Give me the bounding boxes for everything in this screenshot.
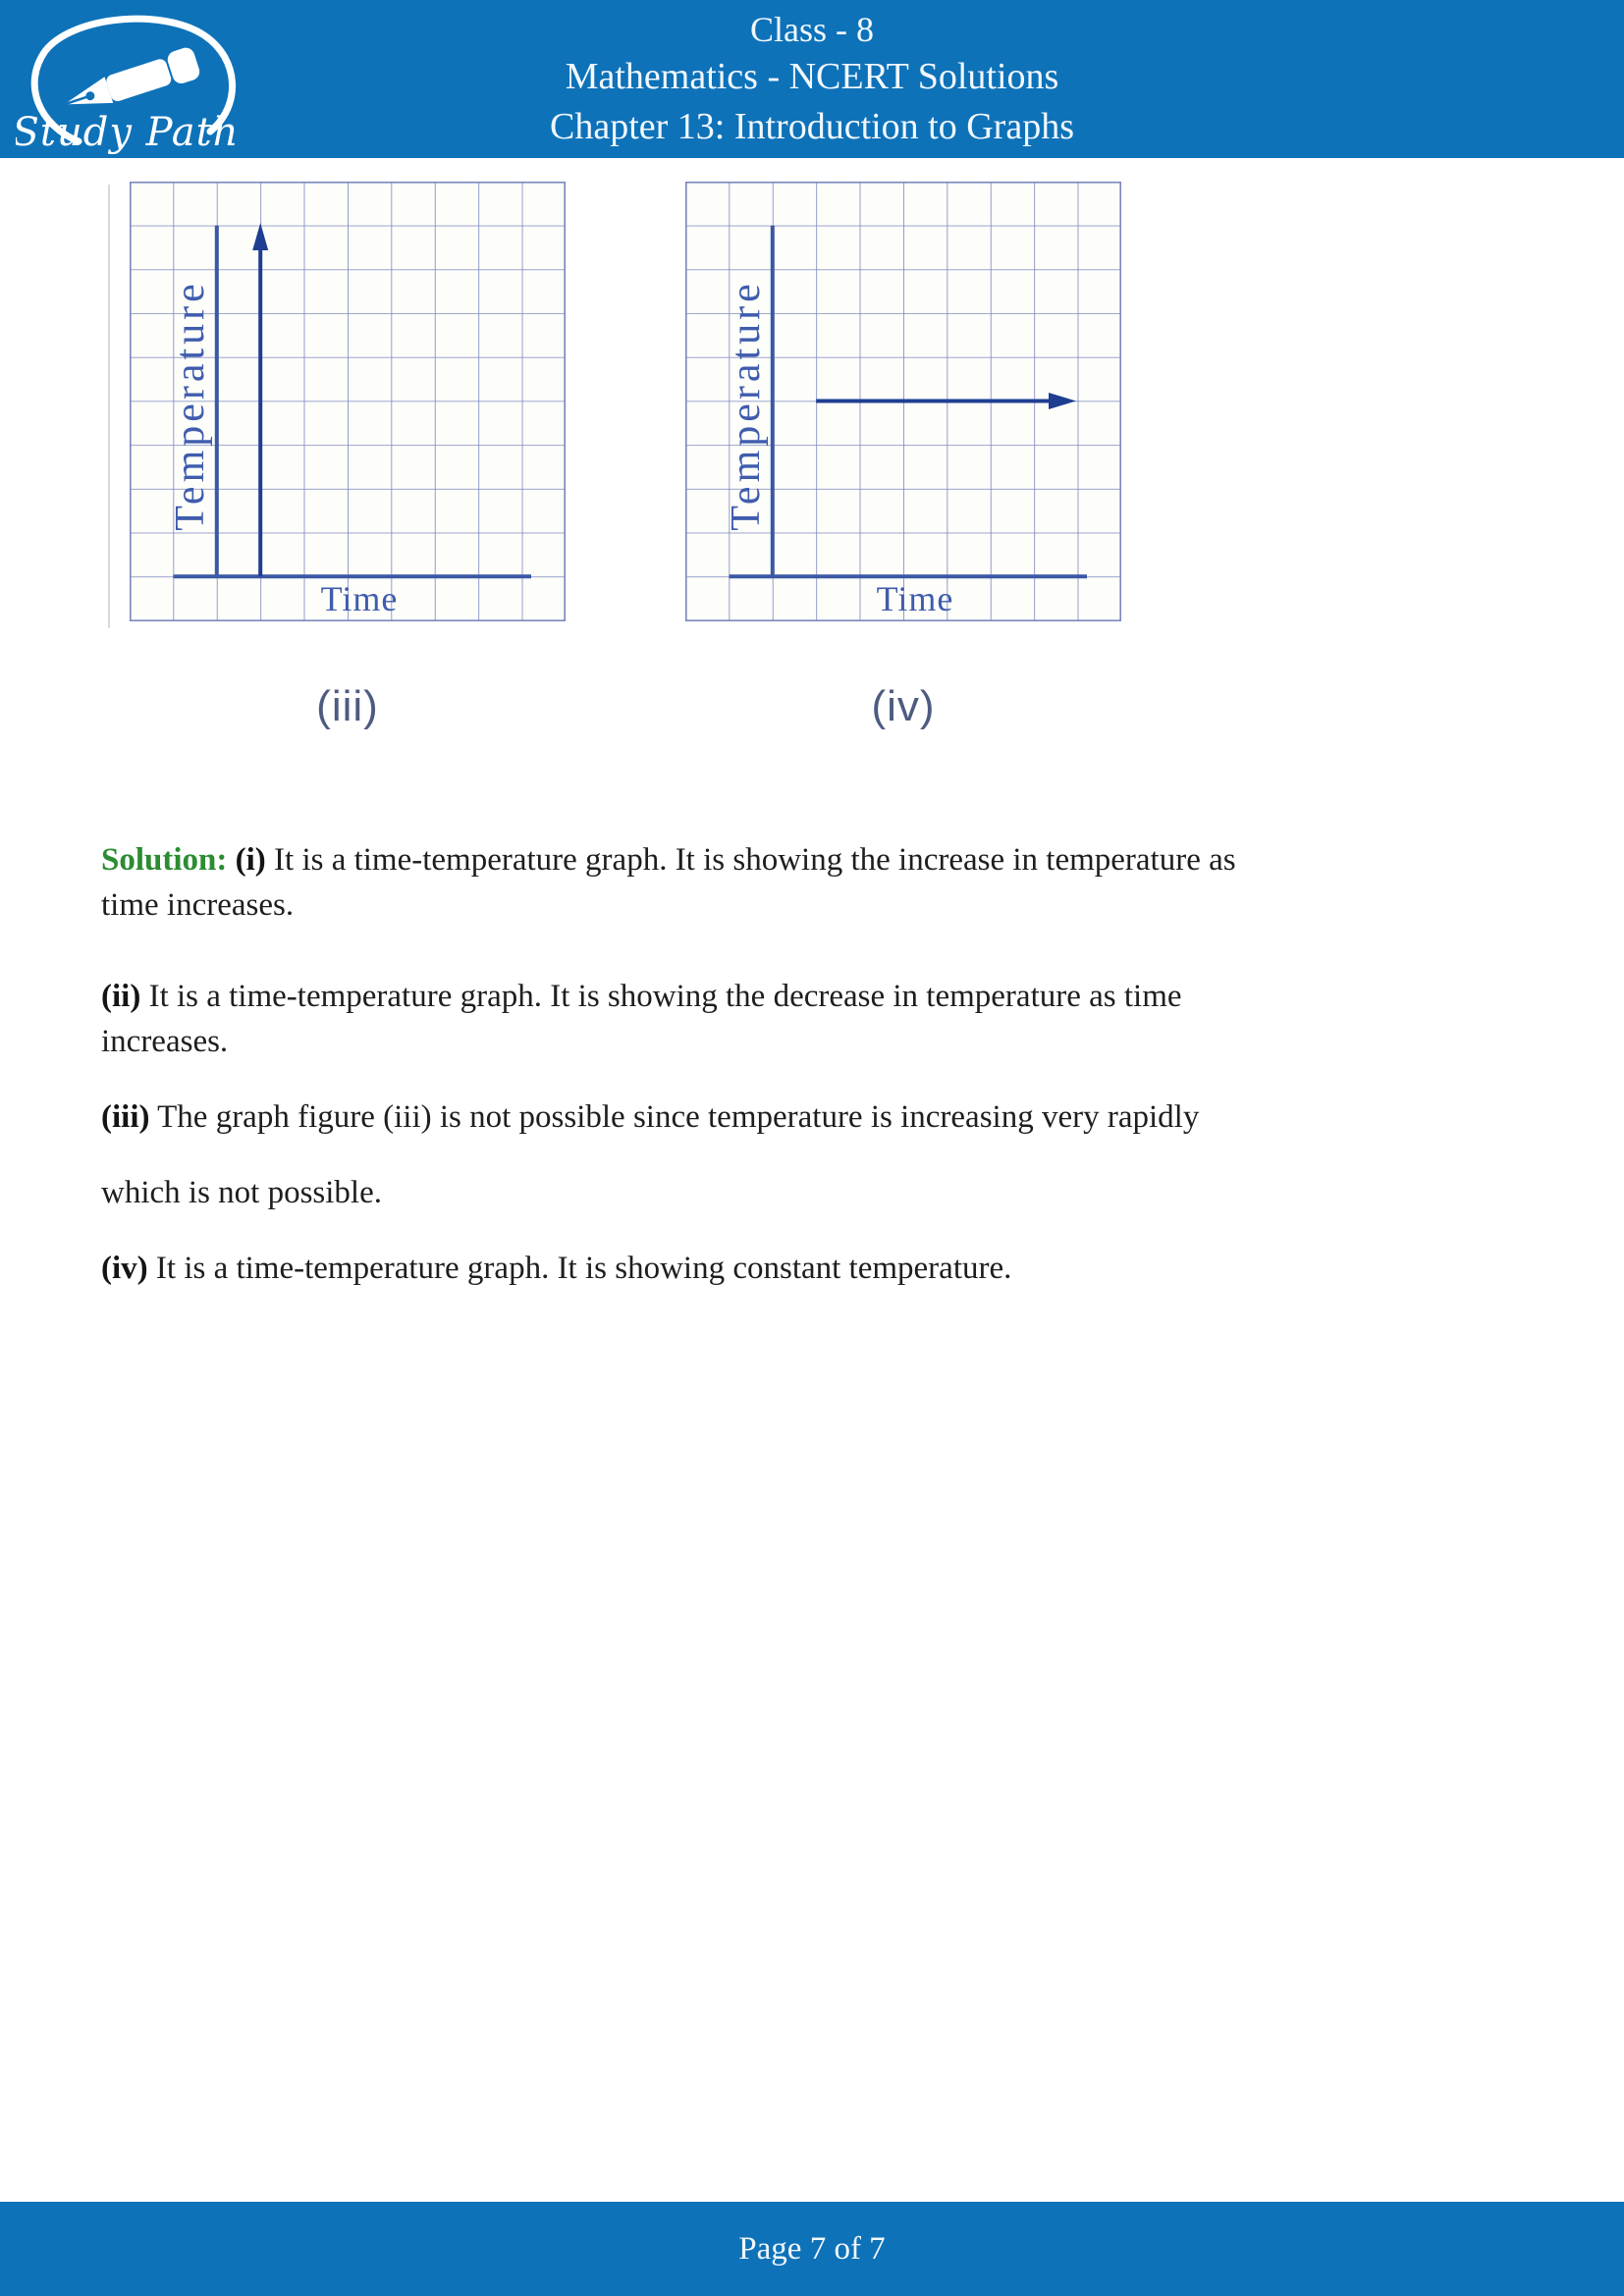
header-class-line: Class - 8 bbox=[750, 10, 874, 49]
answer-text-line: increases. bbox=[101, 1024, 229, 1059]
solution-paragraph-ii bbox=[101, 974, 1564, 1064]
page-number: Page 7 of 7 bbox=[738, 2230, 886, 2267]
answer-text-line: It is a time-temperature graph. It is showing constant temperature. bbox=[155, 1251, 1012, 1286]
answer-label-iv: (iv) bbox=[101, 1251, 148, 1286]
x-axis-label: Time bbox=[320, 579, 399, 618]
solution-paragraph-i bbox=[101, 837, 1564, 928]
scan-artifact-line bbox=[108, 185, 110, 628]
header-titles bbox=[0, 0, 1624, 152]
answer-text-line: It is a time-temperature graph. It is showing the decrease in temperature as time bbox=[148, 979, 1182, 1014]
logo-wordmark: Study Path bbox=[16, 110, 240, 155]
figure-iii bbox=[130, 182, 566, 731]
page-header bbox=[0, 0, 1624, 158]
figure-iii-caption: (iii) bbox=[316, 682, 379, 730]
graph-iii-canvas bbox=[130, 182, 566, 621]
solution-heading: Solution: bbox=[101, 842, 228, 878]
solution-paragraph-iii bbox=[101, 1095, 1564, 1215]
solution-paragraph-iv bbox=[101, 1246, 1564, 1291]
graph-iv-canvas bbox=[685, 182, 1121, 621]
answer-text-line: time increases. bbox=[101, 887, 295, 923]
page-footer bbox=[0, 2202, 1624, 2296]
answer-label-i: (i) bbox=[235, 842, 266, 878]
solution-section bbox=[101, 837, 1564, 1321]
answer-text-line: The graph figure (iii) is not possible since temperature is increasing very rapidly bbox=[157, 1099, 1200, 1135]
x-axis-label: Time bbox=[876, 579, 954, 618]
figure-iv bbox=[685, 182, 1121, 731]
answer-label-ii: (ii) bbox=[101, 979, 141, 1014]
header-subject-line: Mathematics - NCERT Solutions bbox=[565, 56, 1059, 97]
y-axis-label: Temperature bbox=[724, 280, 769, 531]
figure-iv-caption: (iv) bbox=[871, 682, 936, 730]
header-chapter-line: Chapter 13: Introduction to Graphs bbox=[549, 106, 1074, 147]
answer-label-iii: (iii) bbox=[101, 1099, 150, 1135]
answer-text-line: which is not possible. bbox=[101, 1175, 382, 1210]
answer-text-line: It is a time-temperature graph. It is showing the increase in temperature as bbox=[274, 842, 1236, 878]
y-axis-label: Temperature bbox=[168, 280, 213, 531]
